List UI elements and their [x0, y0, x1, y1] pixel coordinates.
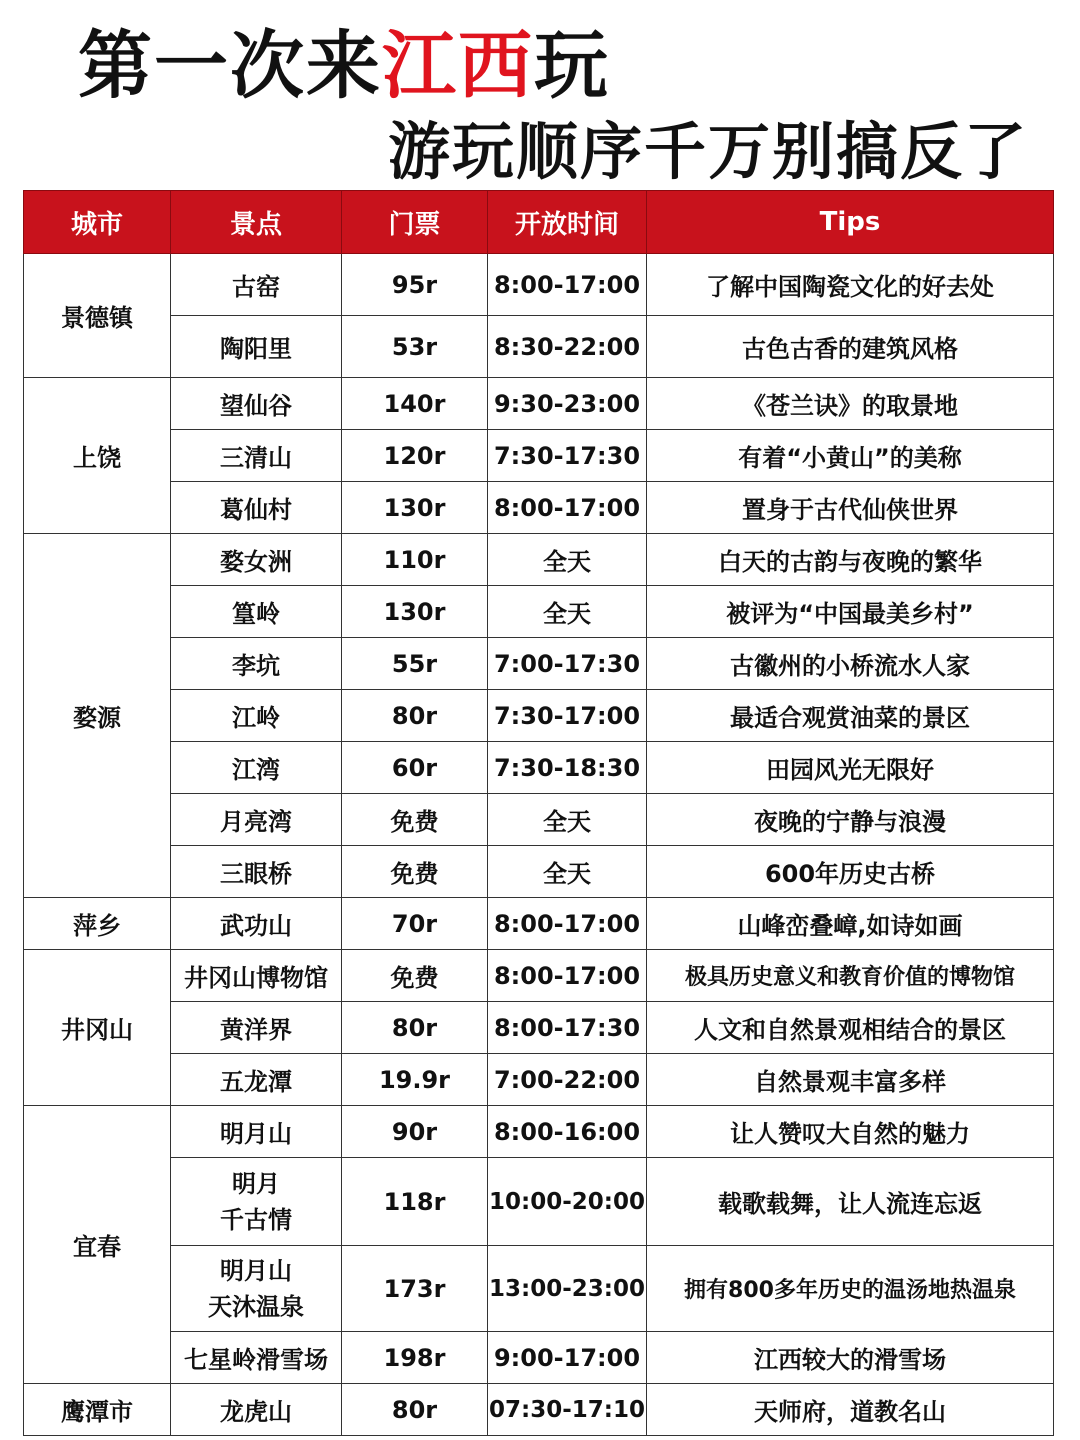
tips-cell: 了解中国陶瓷文化的好去处 — [647, 254, 1054, 316]
ticket-cell: 80r — [342, 690, 488, 742]
spot-cell: 江湾 — [171, 742, 342, 794]
hours-cell: 7:00-22:00 — [488, 1054, 647, 1106]
table-row — [24, 742, 1054, 794]
title-part2: 玩 — [534, 23, 610, 109]
spot-cell: 龙虎山 — [171, 1384, 342, 1436]
tips-cell: 置身于古代仙侠世界 — [647, 482, 1054, 534]
city-cell: 宜春 — [24, 1106, 171, 1384]
table-row — [24, 254, 1054, 316]
hours-cell: 8:00-17:00 — [488, 950, 647, 1002]
hours-cell: 8:30-22:00 — [488, 316, 647, 378]
ticket-cell: 198r — [342, 1332, 488, 1384]
header-spot: 景点 — [171, 191, 342, 254]
tips-cell: 田园风光无限好 — [647, 742, 1054, 794]
ticket-cell: 80r — [342, 1002, 488, 1054]
table-row — [24, 1054, 1054, 1106]
ticket-cell: 110r — [342, 534, 488, 586]
hours-cell: 全天 — [488, 846, 647, 898]
ticket-cell: 免费 — [342, 950, 488, 1002]
table-row — [24, 586, 1054, 638]
tips-cell: 极具历史意义和教育价值的博物馆 — [647, 950, 1054, 1002]
spot-cell: 五龙潭 — [171, 1054, 342, 1106]
hours-cell: 07:30-17:10 — [488, 1384, 647, 1436]
table-row — [24, 378, 1054, 430]
spot-cell: 明月山 天沐温泉 — [171, 1246, 342, 1332]
table-row — [24, 316, 1054, 378]
ticket-cell: 55r — [342, 638, 488, 690]
tips-cell: 被评为“中国最美乡村” — [647, 586, 1054, 638]
hours-cell: 7:30-17:00 — [488, 690, 647, 742]
tips-cell: 古色古香的建筑风格 — [647, 316, 1054, 378]
ticket-cell: 70r — [342, 898, 488, 950]
ticket-cell: 173r — [342, 1246, 488, 1332]
hours-cell: 8:00-17:00 — [488, 482, 647, 534]
table-row — [24, 898, 1054, 950]
table-row — [24, 690, 1054, 742]
table-header-row — [24, 191, 1054, 254]
spot-cell: 井冈山博物馆 — [171, 950, 342, 1002]
hours-cell: 全天 — [488, 586, 647, 638]
page-title — [78, 18, 610, 114]
hours-cell: 全天 — [488, 534, 647, 586]
table-row — [24, 482, 1054, 534]
table-row — [24, 846, 1054, 898]
hours-cell: 13:00-23:00 — [488, 1246, 647, 1332]
spot-cell: 古窑 — [171, 254, 342, 316]
travel-table — [23, 190, 1054, 1436]
tips-cell: 白天的古韵与夜晚的繁华 — [647, 534, 1054, 586]
hours-cell: 9:00-17:00 — [488, 1332, 647, 1384]
table-row — [24, 534, 1054, 586]
spot-cell: 陶阳里 — [171, 316, 342, 378]
ticket-cell: 60r — [342, 742, 488, 794]
city-cell: 婺源 — [24, 534, 171, 898]
table-row — [24, 794, 1054, 846]
table-row — [24, 638, 1054, 690]
spot-cell: 三清山 — [171, 430, 342, 482]
header-city: 城市 — [24, 191, 171, 254]
header-ticket: 门票 — [342, 191, 488, 254]
spot-cell: 江岭 — [171, 690, 342, 742]
hours-cell: 8:00-17:30 — [488, 1002, 647, 1054]
header-tips: Tips — [647, 191, 1054, 254]
spot-cell: 黄洋界 — [171, 1002, 342, 1054]
table-row — [24, 1002, 1054, 1054]
table-row — [24, 1158, 1054, 1246]
tips-cell: 自然景观丰富多样 — [647, 1054, 1054, 1106]
hours-cell: 8:00-16:00 — [488, 1106, 647, 1158]
hours-cell: 8:00-17:00 — [488, 254, 647, 316]
tips-cell: 夜晚的宁静与浪漫 — [647, 794, 1054, 846]
hours-cell: 7:30-17:30 — [488, 430, 647, 482]
tips-cell: 古徽州的小桥流水人家 — [647, 638, 1054, 690]
header-hours: 开放时间 — [488, 191, 647, 254]
tips-cell: 最适合观赏油菜的景区 — [647, 690, 1054, 742]
title-highlight: 江西 — [382, 23, 534, 109]
ticket-cell: 19.9r — [342, 1054, 488, 1106]
city-cell: 井冈山 — [24, 950, 171, 1106]
tips-cell: 《苍兰诀》的取景地 — [647, 378, 1054, 430]
ticket-cell: 免费 — [342, 794, 488, 846]
spot-cell: 葛仙村 — [171, 482, 342, 534]
table-row — [24, 1384, 1054, 1436]
spot-cell: 明月山 — [171, 1106, 342, 1158]
ticket-cell: 53r — [342, 316, 488, 378]
ticket-cell: 90r — [342, 1106, 488, 1158]
ticket-cell: 95r — [342, 254, 488, 316]
page-subtitle: 游玩顺序千万别搞反了 — [388, 115, 1029, 188]
tips-cell: 600年历史古桥 — [647, 846, 1054, 898]
spot-cell: 三眼桥 — [171, 846, 342, 898]
tips-cell: 人文和自然景观相结合的景区 — [647, 1002, 1054, 1054]
ticket-cell: 免费 — [342, 846, 488, 898]
title-part1: 第一次来 — [78, 23, 382, 109]
hours-cell: 7:00-17:30 — [488, 638, 647, 690]
ticket-cell: 130r — [342, 586, 488, 638]
city-cell: 上饶 — [24, 378, 171, 534]
spot-cell: 明月 千古情 — [171, 1158, 342, 1246]
ticket-cell: 120r — [342, 430, 488, 482]
ticket-cell: 130r — [342, 482, 488, 534]
hours-cell: 8:00-17:00 — [488, 898, 647, 950]
spot-cell: 七星岭滑雪场 — [171, 1332, 342, 1384]
spot-cell: 篁岭 — [171, 586, 342, 638]
tips-cell: 天师府，道教名山 — [647, 1384, 1054, 1436]
ticket-cell: 80r — [342, 1384, 488, 1436]
city-cell: 鹰潭市 — [24, 1384, 171, 1436]
spot-cell: 月亮湾 — [171, 794, 342, 846]
table-row — [24, 950, 1054, 1002]
hours-cell: 10:00-20:00 — [488, 1158, 647, 1246]
ticket-cell: 140r — [342, 378, 488, 430]
hours-cell: 7:30-18:30 — [488, 742, 647, 794]
tips-cell: 载歌载舞，让人流连忘返 — [647, 1158, 1054, 1246]
table-row — [24, 1246, 1054, 1332]
tips-cell: 江西较大的滑雪场 — [647, 1332, 1054, 1384]
hours-cell: 全天 — [488, 794, 647, 846]
city-cell: 景德镇 — [24, 254, 171, 378]
ticket-cell: 118r — [342, 1158, 488, 1246]
spot-cell: 李坑 — [171, 638, 342, 690]
table-row — [24, 430, 1054, 482]
hours-cell: 9:30-23:00 — [488, 378, 647, 430]
city-cell: 萍乡 — [24, 898, 171, 950]
tips-cell: 山峰峦叠嶂,如诗如画 — [647, 898, 1054, 950]
tips-cell: 拥有800多年历史的温汤地热温泉 — [647, 1246, 1054, 1332]
tips-cell: 让人赞叹大自然的魅力 — [647, 1106, 1054, 1158]
spot-cell: 婺女洲 — [171, 534, 342, 586]
table-row — [24, 1332, 1054, 1384]
tips-cell: 有着“小黄山”的美称 — [647, 430, 1054, 482]
table-row — [24, 1106, 1054, 1158]
spot-cell: 望仙谷 — [171, 378, 342, 430]
spot-cell: 武功山 — [171, 898, 342, 950]
